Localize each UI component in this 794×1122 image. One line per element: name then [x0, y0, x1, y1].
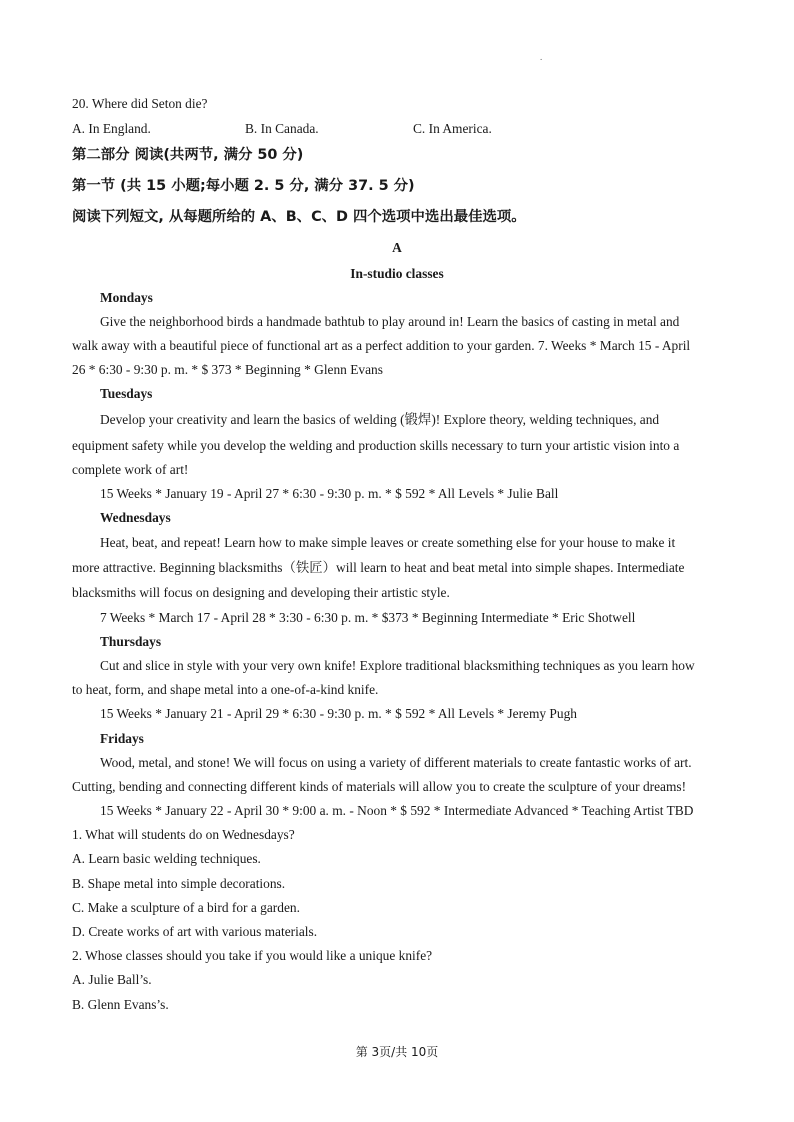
day-heading-tuesdays: Tuesdays — [100, 386, 153, 401]
tuesdays-details: 15 Weeks * January 19 - April 27 * 6:30 - 9:30 p. m. * $ 592 * All Levels * Julie Ball — [100, 486, 559, 501]
q2-option-a: A. Julie Ball’s. — [72, 972, 152, 987]
tuesdays-text-line: complete work of art! — [72, 462, 189, 477]
q1-option-c: C. Make a sculpture of a bird for a garden. — [72, 900, 300, 915]
q2-option-b: B. Glenn Evans’s. — [72, 997, 169, 1012]
tuesdays-text-line: Develop your creativity and learn the basics of welding (锻焊)! Explore theory, welding techniques, and — [100, 412, 660, 427]
wednesdays-text-line: Heat, beat, and repeat! Learn how to make simple leaves or create something else for your house to make it — [100, 535, 676, 550]
mondays-text-line: Give the neighborhood birds a handmade bathtub to play around in! Learn the basics of casting in metal and — [100, 314, 680, 329]
passage-title: In-studio classes — [350, 266, 444, 281]
q1-option-a: A. Learn basic welding techniques. — [72, 851, 261, 866]
question-1: 1. What will students do on Wednesdays? — [72, 827, 295, 842]
thursdays-text-line: to heat, form, and shape metal into a one-of-a-kind knife. — [72, 682, 379, 697]
passage-letter: A — [392, 240, 402, 255]
day-heading-fridays: Fridays — [100, 731, 144, 746]
header-mark: . — [540, 52, 543, 62]
part-title: 第一节 (共 15 小题;每小题 2. 5 分, 满分 37. 5 分) — [72, 178, 415, 194]
question-2: 2. Whose classes should you take if you would like a unique knife? — [72, 948, 433, 963]
page-footer — [0, 1043, 794, 1060]
day-heading-mondays: Mondays — [100, 290, 153, 305]
day-heading-thursdays: Thursdays — [100, 634, 162, 649]
wednesdays-details: 7 Weeks * March 17 - April 28 * 3:30 - 6:30 p. m. * $373 * Beginning Intermediate * Eric Shotwell — [100, 610, 636, 625]
wednesdays-text-line: more attractive. Beginning blacksmiths（铁匠）will learn to heat and beat metal into simple shapes. Intermediate — [72, 560, 685, 575]
fridays-text-line: Wood, metal, and stone! We will focus on using a variety of different materials to create fantastic works of art. — [100, 755, 692, 770]
q1-option-b: B. Shape metal into simple decorations. — [72, 876, 286, 891]
q20-option-b: B. In Canada. — [245, 121, 319, 136]
q20-option-a: A. In England. — [72, 121, 151, 136]
fridays-text-line: Cutting, bending and connecting different kinds of materials will allow you to create the sculpture of your dreams! — [72, 779, 687, 794]
q1-option-d: D. Create works of art with various materials. — [72, 924, 318, 939]
day-heading-wednesdays: Wednesdays — [100, 510, 171, 525]
q20-option-c: C. In America. — [413, 121, 492, 136]
section-title: 第二部分 阅读(共两节, 满分 50 分) — [72, 147, 304, 163]
mondays-text-line: 26 * 6:30 - 9:30 p. m. * $ 373 * Beginning * Glenn Evans — [72, 362, 383, 377]
page-number: 第 3页/共 10页 — [355, 1045, 439, 1059]
tuesdays-text-line: equipment safety while you develop the welding and production skills necessary to turn your artistic vision into a — [72, 438, 680, 453]
mondays-text-line: walk away with a beautiful piece of functional art as a perfect addition to your garden. 7. Weeks * March 15 - April — [72, 338, 691, 353]
thursdays-details: 15 Weeks * January 21 - April 29 * 6:30 - 9:30 p. m. * $ 592 * All Levels * Jeremy Pugh — [100, 706, 577, 721]
fridays-details: 15 Weeks * January 22 - April 30 * 9:00 a. m. - Noon * $ 592 * Intermediate Advanced * Teaching Artist TBD — [100, 803, 694, 818]
wednesdays-text-line: blacksmiths will focus on designing and developing their artistic style. — [72, 585, 450, 600]
thursdays-text-line: Cut and slice in style with your very own knife! Explore traditional blacksmithing techniques as you learn how — [100, 658, 695, 673]
section-instruction: 阅读下列短文, 从每题所给的 A、B、C、D 四个选项中选出最佳选项。 — [72, 209, 526, 225]
question-20: 20. Where did Seton die? — [72, 96, 208, 111]
